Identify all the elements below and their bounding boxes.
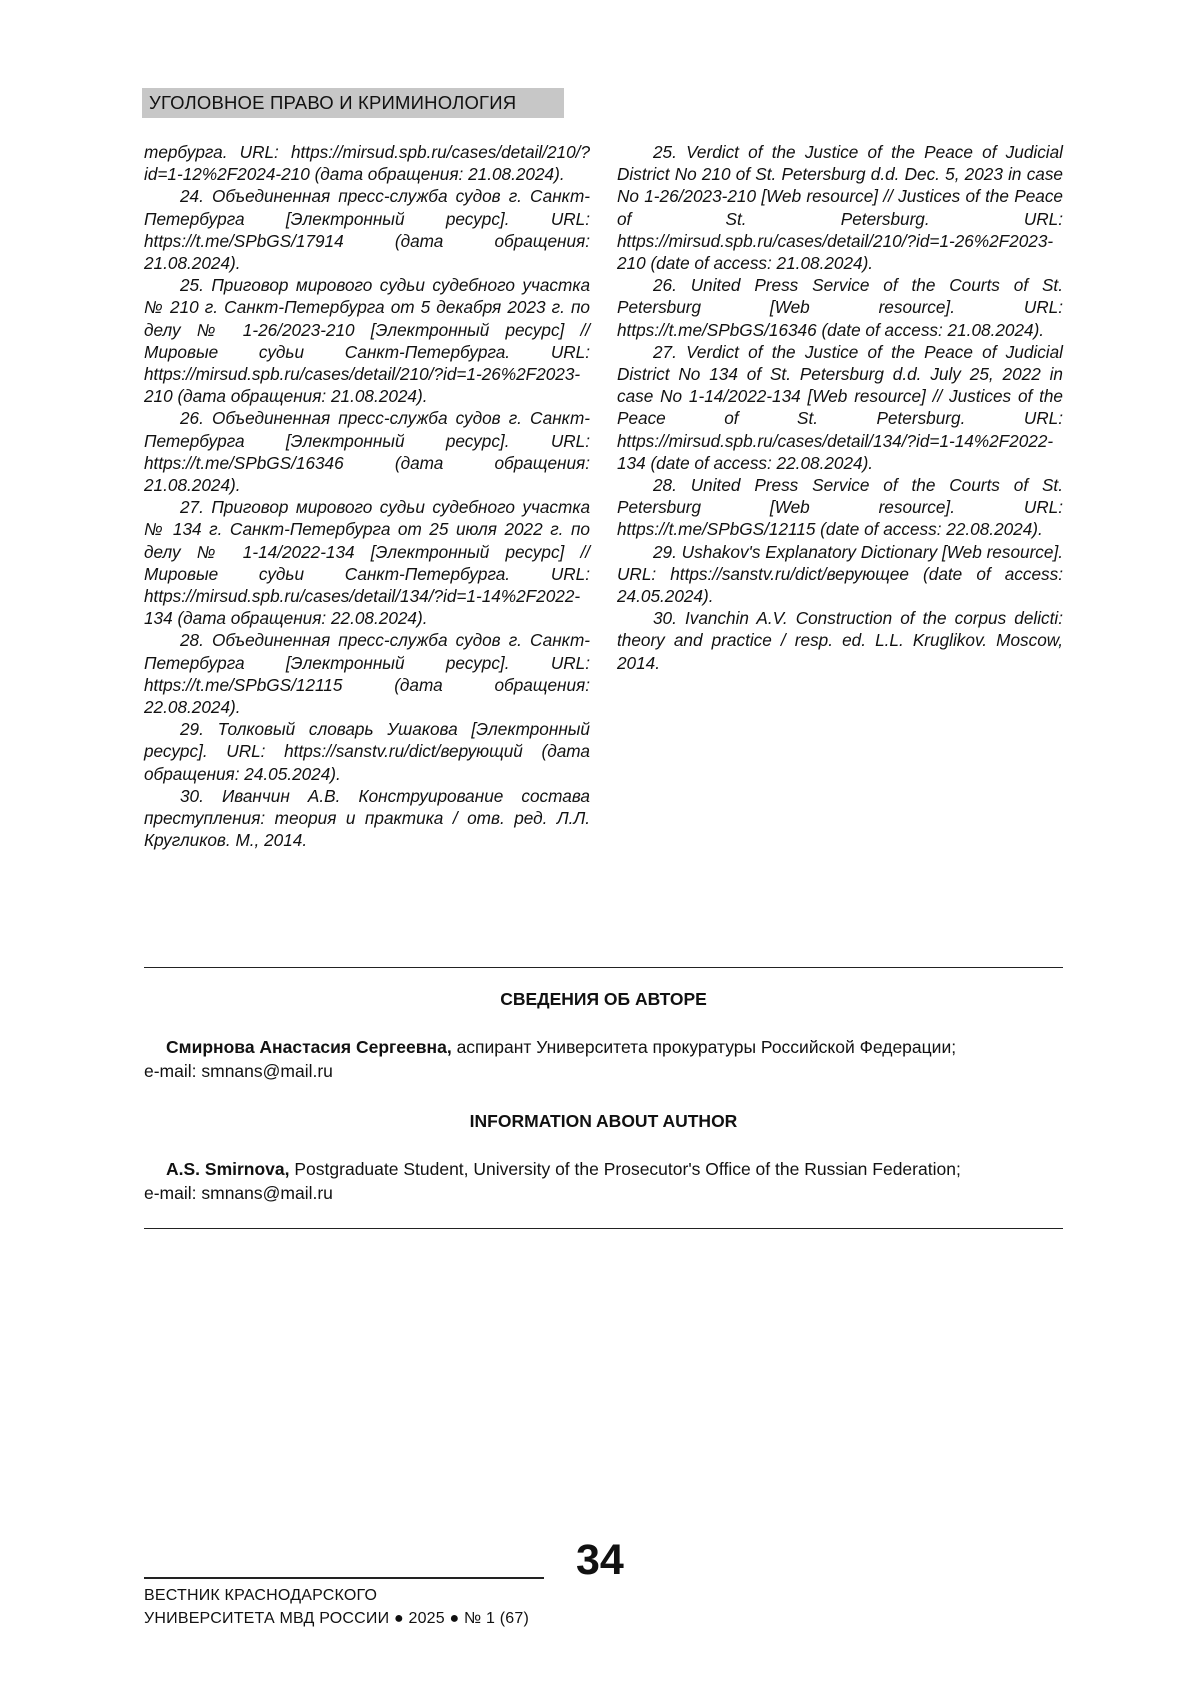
reference-item: 29. Толковый словарь Ушакова [Электронный ресурс]. URL: https://sanstv.ru/dict/верующий (дата обращения: 24.05.2024).	[144, 718, 590, 785]
reference-item: 28. United Press Service of the Courts of St. Petersburg [Web resource]. URL: https://t.me/SPbGS/12115 (date of access: 22.08.2024).	[617, 474, 1063, 541]
reference-item: 25. Приговор мирового судьи судебного участка № 210 г. Санкт-Петербурга от 5 декабря 2023 г. по делу № 1-26/2023-210 [Электронный ресурс] // Мировые судьи Санкт-Петербурга. URL: https://mirsud.spb.ru/cases/detail/210/?id=1-26%2F2023-210 (дата обращения: 21.08.2024).	[144, 274, 590, 407]
reference-item: 25. Verdict of the Justice of the Peace of Judicial District No 210 of St. Petersburg d.d. Dec. 5, 2023 in case No 1-26/2023-210 [Web resource] // Justices of the Peace of St. Petersburg. URL: https://mirsud.spb.ru/cases/detail/210/?id=1-26%2F2023-210 (date of access: 21.08.2024).	[617, 141, 1063, 274]
journal-title	[144, 1584, 529, 1630]
journal-line-2: УНИВЕРСИТЕТА МВД РОССИИ ● 2025 ● № 1 (67)	[144, 1607, 529, 1630]
author-position-ru: аспирант Университета прокуратуры Российской Федерации;	[452, 1037, 956, 1057]
author-heading-ru: СВЕДЕНИЯ ОБ АВТОРЕ	[144, 988, 1063, 1010]
author-email-ru: e-mail: smnans@mail.ru	[144, 1059, 1063, 1083]
reference-item: 27. Приговор мирового судьи судебного участка № 134 г. Санкт-Петербурга от 25 июля 2022 г. по делу № 1-14/2022-134 [Электронный ресурс] // Мировые судьи Санкт-Петербурга. URL: https://mirsud.spb.ru/cases/detail/134/?id=1-14%2F2022-134 (дата обращения: 22.08.2024).	[144, 496, 590, 629]
journal-line-1: ВЕСТНИК КРАСНОДАРСКОГО	[144, 1584, 529, 1607]
author-heading-en: INFORMATION ABOUT AUTHOR	[144, 1110, 1063, 1132]
reference-item: 26. United Press Service of the Courts of St. Petersburg [Web resource]. URL: https://t.me/SPbGS/16346 (date of access: 21.08.2024).	[617, 274, 1063, 341]
reference-item: 29. Ushakov's Explanatory Dictionary [Web resource]. URL: https://sanstv.ru/dict/верующее (date of access: 24.05.2024).	[617, 541, 1063, 608]
reference-item: 27. Verdict of the Justice of the Peace of Judicial District No 134 of St. Petersburg d.d. July 25, 2022 in case No 1-14/2022-134 [Web resource] // Justices of the Peace of St. Petersburg. URL: https://mirsud.spb.ru/cases/detail/134/?id=1-14%2F2022-134 (date of access: 22.08.2024).	[617, 341, 1063, 474]
reference-item: 28. Объединенная пресс-служба судов г. Санкт-Петербурга [Электронный ресурс]. URL: https://t.me/SPbGS/12115 (дата обращения: 22.08.2024).	[144, 629, 590, 718]
footer-rule	[144, 1577, 544, 1579]
author-info-en	[144, 1157, 1063, 1205]
page-number: 34	[576, 1535, 624, 1585]
references-russian	[144, 141, 590, 852]
reference-item: 24. Объединенная пресс-служба судов г. Санкт-Петербурга [Электронный ресурс]. URL: https://t.me/SPbGS/17914 (дата обращения: 21.08.2024).	[144, 185, 590, 274]
reference-item: 30. Иванчин А.В. Конструирование состава преступления: теория и практика / отв. ред. Л.Л. Кругликов. М., 2014.	[144, 785, 590, 852]
reference-item: тербурга. URL: https://mirsud.spb.ru/cases/detail/210/?id=1-12%2F2024-210 (дата обращения: 21.08.2024).	[144, 141, 590, 185]
author-name-en: A.S. Smirnova,	[166, 1159, 290, 1179]
author-info-ru	[144, 1035, 1063, 1083]
references-english	[617, 141, 1063, 674]
reference-item: 26. Объединенная пресс-служба судов г. Санкт-Петербурга [Электронный ресурс]. URL: https://t.me/SPbGS/16346 (дата обращения: 21.08.2024).	[144, 407, 590, 496]
author-email-en: e-mail: smnans@mail.ru	[144, 1181, 1063, 1205]
section-title: УГОЛОВНОЕ ПРАВО И КРИМИНОЛОГИЯ	[149, 88, 516, 118]
divider-top	[144, 967, 1063, 968]
author-position-en: Postgraduate Student, University of the Prosecutor's Office of the Russian Federation;	[290, 1159, 961, 1179]
reference-item: 30. Ivanchin A.V. Construction of the corpus delicti: theory and practice / resp. ed. L.L. Kruglikov. Moscow, 2014.	[617, 607, 1063, 674]
author-name-ru: Смирнова Анастасия Сергеевна,	[166, 1037, 452, 1057]
divider-bottom	[144, 1228, 1063, 1229]
